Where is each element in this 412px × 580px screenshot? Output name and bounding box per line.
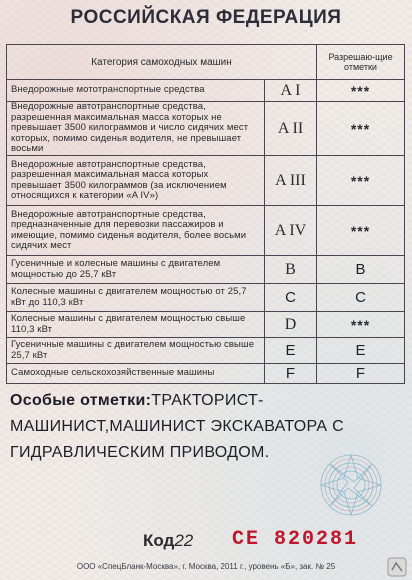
category-code: B xyxy=(265,256,317,284)
category-code: F xyxy=(265,364,317,384)
category-desc: Колесные машины с двигателем мощностью от 25,7 кВт до 110,3 кВт xyxy=(7,284,265,312)
category-code: A III xyxy=(265,156,317,206)
category-desc: Внедорожные автотранспортные средства, предназначенные для перевозки пассажиров и имеющие, помимо сиденья водителя, более восьми сидячих мест xyxy=(7,206,265,256)
table-row xyxy=(7,364,405,384)
category-desc: Внедорожные автотранспортные средства, разрешенная максимальная масса которых превышает 3500 килограммов (за исключением относящихся к категории «A IV») xyxy=(7,156,265,206)
document-title: РОССИЙСКАЯ ФЕДЕРАЦИЯ xyxy=(70,7,342,28)
category-desc: Внедорожные автотранспортные средства, разрешенная максимальная масса которых не превышает 3500 килограммов и число сидячих мест которых, помимо сиденья водителя, не превышает восьми xyxy=(7,102,265,156)
category-code: D xyxy=(265,312,317,338)
table-header-row xyxy=(7,45,405,80)
special-notes-line3: ГИДРАВЛИЧЕСКИМ ПРИВОДОМ. xyxy=(10,444,270,461)
category-code: A II xyxy=(265,102,317,156)
category-mark: F xyxy=(317,364,405,384)
category-desc: Гусеничные и колесные машины с двигателем мощностью до 25,7 кВт xyxy=(7,256,265,284)
category-desc: Самоходные сельскохозяйственные машины xyxy=(7,364,265,384)
serial-number: CE 820281 xyxy=(232,528,359,551)
category-code: A IV xyxy=(265,206,317,256)
table-row xyxy=(7,284,405,312)
category-code: E xyxy=(265,338,317,364)
table-row xyxy=(7,256,405,284)
table-row xyxy=(7,102,405,156)
table-row xyxy=(7,206,405,256)
region-code-label: Код xyxy=(143,531,175,550)
special-notes-line2: МАШИНИСТ,МАШИНИСТ ЭКСКАВАТОРА С xyxy=(10,418,344,435)
header-marks: Разрешаю-щие отметки xyxy=(317,45,405,80)
category-desc: Колесные машины с двигателем мощностью свыше 110,3 кВт xyxy=(7,312,265,338)
special-notes-label: Особые отметки: xyxy=(10,392,152,409)
category-mark: B xyxy=(317,256,405,284)
table-row xyxy=(7,338,405,364)
category-code: A I xyxy=(265,80,317,102)
category-mark: C xyxy=(317,284,405,312)
security-rosette-icon xyxy=(318,452,384,518)
category-table xyxy=(6,44,405,384)
category-desc: Внедорожные мототранспортные средства xyxy=(7,80,265,102)
category-desc: Гусеничные машины с двигателем мощностью свыше 25,7 кВт xyxy=(7,338,265,364)
table-row xyxy=(7,80,405,102)
table-row xyxy=(7,156,405,206)
category-code: C xyxy=(265,284,317,312)
region-code-value: 22 xyxy=(174,531,194,550)
category-mark: *** xyxy=(317,206,405,256)
category-mark: *** xyxy=(317,312,405,338)
category-mark: *** xyxy=(317,156,405,206)
corner-watermark-icon xyxy=(386,556,408,578)
table-row xyxy=(7,312,405,338)
category-mark: *** xyxy=(317,80,405,102)
header-category: Категория самоходных машин xyxy=(7,45,317,80)
region-code xyxy=(143,531,193,551)
printer-imprint: ООО «СпецБланк-Москва», г. Москва, 2011 г., уровень «Б», зак. № 25 xyxy=(76,562,336,571)
category-mark: E xyxy=(317,338,405,364)
special-notes-line1: ТРАКТОРИСТ- xyxy=(151,392,264,409)
category-mark: *** xyxy=(317,102,405,156)
